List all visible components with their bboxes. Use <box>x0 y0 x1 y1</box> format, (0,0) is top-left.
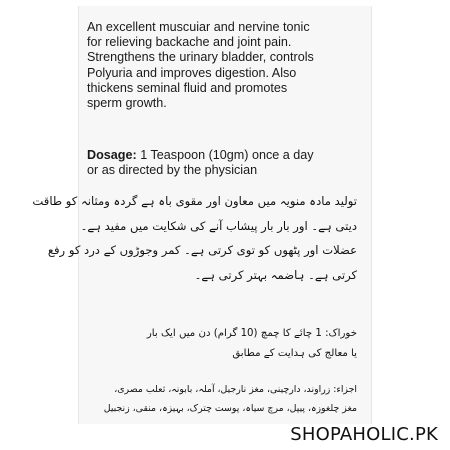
urdu-dosage <box>87 324 357 364</box>
urdu-benefit-line: عضلات اور پٹھوں کو توی کرتی ہے۔ کمر وجوڑوں کے درد کو رفع <box>47 243 357 257</box>
urdu-dosage-line: خوراک: 1 چائے کا چمچ (10 گرام) دن میں ایک بار <box>146 328 357 339</box>
dosage-line-2: or as directed by the physician <box>87 163 258 177</box>
dosage-line-1 <box>87 148 367 163</box>
description-line: thickens seminal fluid and promotes <box>87 80 288 95</box>
description-line: Strengthens the urinary bladder, controls <box>87 50 314 65</box>
urdu-ingredients <box>87 380 357 418</box>
description-line: sperm growth. <box>87 96 167 111</box>
urdu-benefit-line: دیتی ہے۔ اور بار بار پیشاب آنے کی شکایت میں مفید ہے۔ <box>80 218 357 233</box>
description-line: Polyuria and improves digestion. Also <box>87 65 297 80</box>
urdu-benefit-line: تولید مادہ منویہ میں معاون اور مقوی باہ ہے گردہ ومثانہ کو طاقت <box>32 194 357 208</box>
urdu-benefits <box>32 189 357 287</box>
dosage-label: Dosage: <box>87 148 137 162</box>
dosage-section <box>87 148 367 178</box>
urdu-benefit-line: کرتی ہے۔ ہاضمہ بہتر کرتی ہے۔ <box>194 267 357 282</box>
urdu-ingredient-line: مغز چلغوزہ، پیپل، مرچ سیاہ، پوست چترک، بہیزہ، منقی، زنجبیل <box>103 403 357 414</box>
product-label-card <box>32 6 372 424</box>
shopaholic-watermark: SHOPAHOLIC.PK <box>290 424 438 445</box>
urdu-ingredient-line: اجزاء: زراوند، دارچینی، مغز نارجیل، آملہ، بابونہ، ثعلب مصری، <box>114 384 357 395</box>
urdu-dosage-line: یا معالج کی ہدایت کے مطابق <box>232 348 357 359</box>
dosage-text: 1 Teaspoon (10gm) once a day <box>140 148 314 162</box>
description-line: An excellent muscuiar and nervine tonic <box>87 20 310 34</box>
product-description <box>87 20 367 111</box>
description-line: for relieving backache and joint pain. <box>87 35 292 50</box>
